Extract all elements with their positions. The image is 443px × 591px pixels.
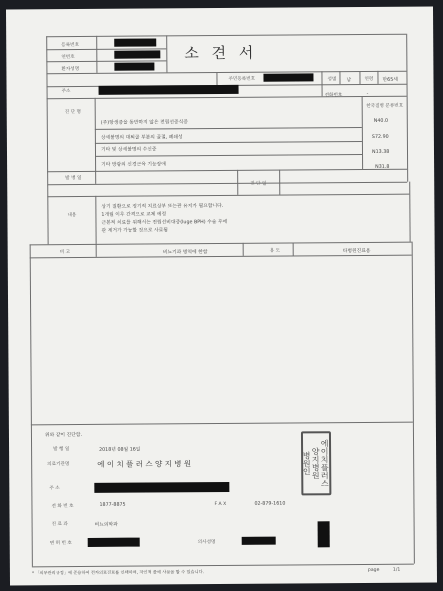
declaration: 위와 같이 진단함.	[44, 432, 83, 439]
document-page	[6, 7, 437, 586]
remarks-label: 비 고	[59, 250, 71, 256]
sex-label: 성별	[327, 77, 337, 83]
reg-no-redaction	[114, 38, 156, 46]
signature-redaction	[318, 521, 330, 547]
content-line: 1개월 이후 간격으로 교체 예정	[101, 212, 167, 218]
issue-date-label: 발 행 일	[53, 447, 70, 453]
footer-address-label: 주 소	[49, 486, 60, 492]
onset-label: 발 병 일	[65, 175, 82, 182]
content-line: 근본적 치료를 위해서는 전립선비대증(luge BPH) 수술 후에	[101, 219, 228, 226]
content-label: 내용	[67, 213, 77, 219]
footer-phone: 1877-8875	[99, 502, 126, 508]
usage-label: 용 도	[269, 248, 281, 254]
fax-value: 02-879-1610	[254, 501, 286, 507]
address-redaction	[99, 85, 239, 95]
doctor-label: 의사성명	[197, 540, 216, 546]
license-redaction	[88, 538, 140, 547]
bottom-note: * 「의무관리규정」에 준용하여 전자의료진료를 인쇄하며, 자인적 출에 사용을 할 수 있습니다.	[31, 569, 205, 576]
page-label: page	[367, 567, 380, 573]
issue-date: 2018년 08월 16일	[99, 447, 141, 453]
diagnosis-item: 기타 방광의 신경근육 기능장애	[101, 162, 166, 168]
fax-label: F A X	[214, 501, 227, 508]
doctor-name-redaction	[242, 537, 276, 545]
institution-name: 에 이 치 플 러 스 양 지 병 원	[97, 459, 192, 469]
resident-no-label: 주민등록번호	[228, 76, 256, 82]
sex-value: 남	[346, 78, 352, 84]
phone-label: 전화번호	[324, 93, 343, 99]
address-label: 주소	[61, 89, 71, 95]
seal-line: 양지병원	[311, 447, 321, 480]
seal-line: 에이치플러스	[320, 439, 330, 488]
record-no-label: 연번호	[61, 55, 75, 61]
patient-name-label: 환자성명	[61, 66, 80, 73]
institution-label: 의료기관명	[47, 462, 70, 468]
hospital-seal	[301, 431, 331, 495]
page-value: 1/1	[392, 567, 401, 573]
phone-value: -	[366, 91, 369, 97]
diagnosis-label: 진 단 명	[64, 109, 81, 116]
seal-line: 병원인	[302, 451, 312, 476]
resident-no-redaction	[263, 73, 313, 81]
diagnosis-code: S72.90	[371, 134, 389, 140]
document-title: 소 견 서	[184, 43, 258, 63]
content-line: 관 제거가 가능할 것으로 사료됨	[101, 228, 168, 234]
usage-value: 타병원진료용	[342, 248, 371, 255]
diagnosis-code-header: 한국질병 분류번호	[366, 103, 404, 109]
content-line: 상기 질환으로 정기적 치료상부 또는관 유지가 필요합니다.	[101, 203, 224, 210]
age-label: 연령	[364, 76, 374, 82]
footer-address-redaction	[94, 482, 229, 493]
reg-no-label: 등록번호	[61, 42, 80, 49]
footer-phone-label: 전 화 번 호	[51, 504, 74, 510]
remarks-value: 비뇨기과 병역에 한함	[162, 250, 208, 256]
diagnosis-code: N40.0	[373, 118, 389, 124]
diagnosis-item: 상세불명의 대퇴골 부분의 골절, 폐쇄성	[100, 135, 183, 141]
record-no-redaction	[114, 50, 160, 58]
dept-label: 진 료 과	[51, 522, 68, 528]
patient-name-redaction	[114, 62, 154, 70]
diagnosis-code: N31.8	[375, 164, 390, 170]
diag-date-label: 진 단 일	[250, 181, 267, 187]
dept-value: 비뇨의학과	[94, 522, 118, 528]
diagnosis-item: 기타 및 상세불명의 수신증	[100, 147, 157, 153]
diagnosis-item: (주)항생증을 동반하지 않은 전립선증식증	[100, 120, 188, 126]
diagnosis-code: N13.38	[371, 149, 390, 155]
license-label: 면 허 번 호	[49, 541, 72, 547]
age-value: 만65세	[382, 77, 398, 83]
